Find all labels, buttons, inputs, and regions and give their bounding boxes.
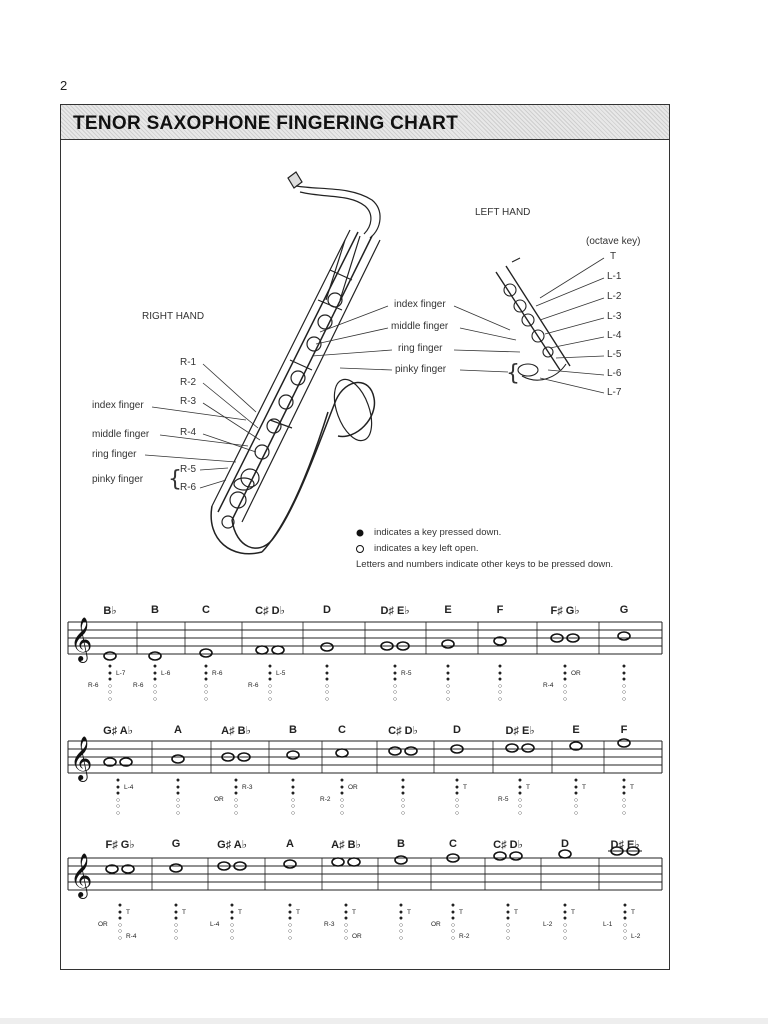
note-label: B [397,838,405,850]
extra-key-label: T [296,909,300,916]
note-label: F♯ G♭ [105,839,135,851]
note-head [272,646,284,654]
fingering-keys: ● ● ● ○ ○ ○ [562,902,568,942]
extra-key-label: L-4 [124,784,134,791]
extra-key-label: R-6 [212,670,223,677]
rh-key-r2: R-2 [180,377,197,388]
note-label: B♭ [103,605,117,617]
extra-key-label: R-4 [126,933,137,940]
treble-clef-icon: 𝄞 [70,736,93,780]
fingering-keys: ● ● ● ○ ○ ○ [517,777,523,817]
extra-key-label: L-6 [161,670,171,677]
extra-key-label: L-4 [210,921,220,928]
lh-pinky-finger: pinky finger [395,364,447,375]
note-head [149,652,161,660]
fingering-keys: ● ● ● ○ ○ ○ [267,663,273,703]
note-head [395,856,407,864]
note-label: B [289,724,297,736]
note-head [559,850,571,858]
extra-key-label: T [238,909,242,916]
extra-key-label: L-2 [543,921,553,928]
lh-index-finger: index finger [394,299,446,310]
rh-pinky-finger: pinky finger [92,474,144,485]
rh-index-finger: index finger [92,400,144,411]
lh-key-t: T [610,251,617,262]
fingering-keys: ● ● ● ○ ○ ○ [233,777,239,817]
fingering-keys: ● ● ● ○ ○ ○ [175,777,181,817]
note-label: G♯ A♭ [103,725,133,737]
fingering-keys: ● ● ● ○ ○ ○ [454,777,460,817]
fingering-keys: ● ● ● ○ ○ ○ [400,777,406,817]
note-label: D♯ E♭ [380,605,410,617]
rh-key-r5: R-5 [180,464,197,475]
lh-key-l7: L-7 [607,387,622,398]
lh-ring-finger: ring finger [398,343,443,354]
note-label: D [561,838,569,850]
note-label: F [620,724,628,736]
note-label: D [453,724,461,736]
note-head [442,640,454,648]
extra-key-label: R-6 [248,682,259,689]
note-head [618,739,630,747]
lh-key-l6: L-6 [607,368,622,379]
note-label: A♯ B♭ [221,725,251,737]
note-label: E [444,604,452,616]
extra-key-label: T [407,909,411,916]
note-head [510,852,522,860]
left-hand-heading: LEFT HAND [475,207,531,218]
fingering-keys: ● ● ● ○ ○ ○ [622,902,628,942]
note-head [336,749,348,757]
extra-key-label: R-2 [320,796,331,803]
extra-key-label: OR [98,921,108,928]
note-label: C [338,724,346,736]
lh-middle-finger: middle finger [391,321,449,332]
page-number: 2 [60,78,68,93]
note-label: G♯ A♭ [217,839,247,851]
lh-key-l4: L-4 [607,330,622,341]
rh-key-r1: R-1 [180,357,197,368]
extra-key-label: T [630,784,634,791]
fingering-keys: ● ● ● ○ ○ ○ [152,663,158,703]
note-head [170,864,182,872]
note-label: C♯ D♭ [388,725,418,737]
fingering-keys: ● ● ● ○ ○ ○ [287,902,293,942]
fingering-keys: ● ● ● ○ ○ ○ [203,663,209,703]
note-label: G [619,604,629,616]
rh-middle-finger: middle finger [92,429,150,440]
fingering-keys: ● ● ● ○ ○ ○ [621,777,627,817]
lh-key-l1: L-1 [607,271,622,282]
note-label: C [202,604,210,616]
right-hand-heading: RIGHT HAND [142,311,205,322]
note-label: F♯ G♭ [550,605,580,617]
fingering-keys: ● ● ● ○ ○ ○ [562,663,568,703]
extra-key-label: OR [431,921,441,928]
note-label: A [286,838,294,850]
note-head [284,860,296,868]
extra-key-label: T [352,909,356,916]
extra-key-label: R-5 [498,796,509,803]
extra-key-label: R-6 [133,682,144,689]
rh-ring-finger: ring finger [92,449,137,460]
fingering-keys: ● ● ● ○ ○ ○ [324,663,330,703]
fingering-keys: ● ● ● ○ ○ ○ [450,902,456,942]
extra-key-label: T [631,909,635,916]
note-head [405,747,417,755]
extra-key-label: T [463,784,467,791]
fingering-keys: ● ● ● ○ ○ ○ [229,902,235,942]
svg-text:{: { [506,361,520,386]
extra-key-label: R-6 [88,682,99,689]
legend-note: Letters and numbers indicate other keys to be pressed down. [356,559,614,570]
treble-clef-icon: 𝄞 [70,853,93,897]
fingering-keys: ● ● ● ○ ○ ○ [497,663,503,703]
lh-key-l2: L-2 [607,291,622,302]
extra-key-label: OR [571,670,581,677]
note-head [618,632,630,640]
legend-pressed: indicates a key pressed down. [374,527,502,538]
extra-key-label: L-7 [116,670,126,677]
fingering-keys: ● ● ● ○ ○ ○ [392,663,398,703]
fingering-keys: ● ● ● ○ ○ ○ [107,663,113,703]
note-head [348,858,360,866]
rh-key-r6: R-6 [180,482,197,493]
extra-key-label: OR [348,784,358,791]
note-label: G [171,838,181,850]
note-head [104,652,116,660]
note-head [506,744,518,752]
note-label: F [496,604,504,616]
fingering-keys: ● ● ● ○ ○ ○ [398,902,404,942]
treble-clef-icon: 𝄞 [70,617,93,661]
rh-key-r3: R-3 [180,396,197,407]
note-head [256,646,268,654]
extra-key-label: R-2 [459,933,470,940]
note-label: D♯ E♭ [610,839,640,851]
fingering-keys: ● ● ● ○ ○ ○ [117,902,123,942]
extra-key-label: T [514,909,518,916]
extra-key-label: T [182,909,186,916]
extra-key-label: L-2 [631,933,641,940]
lh-key-l5: L-5 [607,349,622,360]
fingering-keys: ● ● ● ○ ○ ○ [505,902,511,942]
extra-key-label: OR [352,933,362,940]
extra-key-label: T [459,909,463,916]
note-label: A [174,724,182,736]
note-head [389,747,401,755]
note-label: E [572,724,580,736]
note-head [494,852,506,860]
fingering-keys: ● ● ● ○ ○ ○ [621,663,627,703]
note-label: B [151,604,159,616]
extra-key-label: R-4 [543,682,554,689]
note-label: C♯ D♭ [493,839,523,851]
extra-key-label: L-5 [276,670,286,677]
note-head [321,643,333,651]
octave-key-label: (octave key) [586,236,641,247]
extra-key-label: T [526,784,530,791]
page-title: TENOR SAXOPHONE FINGERING CHART [73,113,459,134]
legend-open: indicates a key left open. [374,543,479,554]
extra-key-label: R-3 [242,784,253,791]
fingering-keys: ● ● ● ○ ○ ○ [445,663,451,703]
fingering-keys: ● ● ● ○ ○ ○ [173,902,179,942]
rh-key-r4: R-4 [180,427,197,438]
note-head [332,858,344,866]
fingering-keys: ● ● ● ○ ○ ○ [115,777,121,817]
note-head [522,744,534,752]
fingering-keys: ● ● ● ○ ○ ○ [573,777,579,817]
page-footer-edge [0,1018,768,1024]
note-label: C [449,838,457,850]
lh-key-l3: L-3 [607,311,622,322]
extra-key-label: L-1 [603,921,613,928]
extra-key-label: R-3 [324,921,335,928]
note-label: C♯ D♭ [255,605,285,617]
extra-key-label: T [571,909,575,916]
note-head [200,649,212,657]
fingering-keys: ● ● ● ○ ○ ○ [339,777,345,817]
note-head [287,751,299,759]
note-label: A♯ B♭ [331,839,361,851]
note-head [172,755,184,763]
extra-key-label: R-5 [401,670,412,677]
extra-key-label: OR [214,796,224,803]
fingering-keys: ● ● ● ○ ○ ○ [290,777,296,817]
extra-key-label: T [582,784,586,791]
fingering-keys: ● ● ● ○ ○ ○ [343,902,349,942]
svg-text:{: { [168,467,182,492]
extra-key-label: T [126,909,130,916]
note-label: D♯ E♭ [505,725,535,737]
note-label: D [323,604,331,616]
